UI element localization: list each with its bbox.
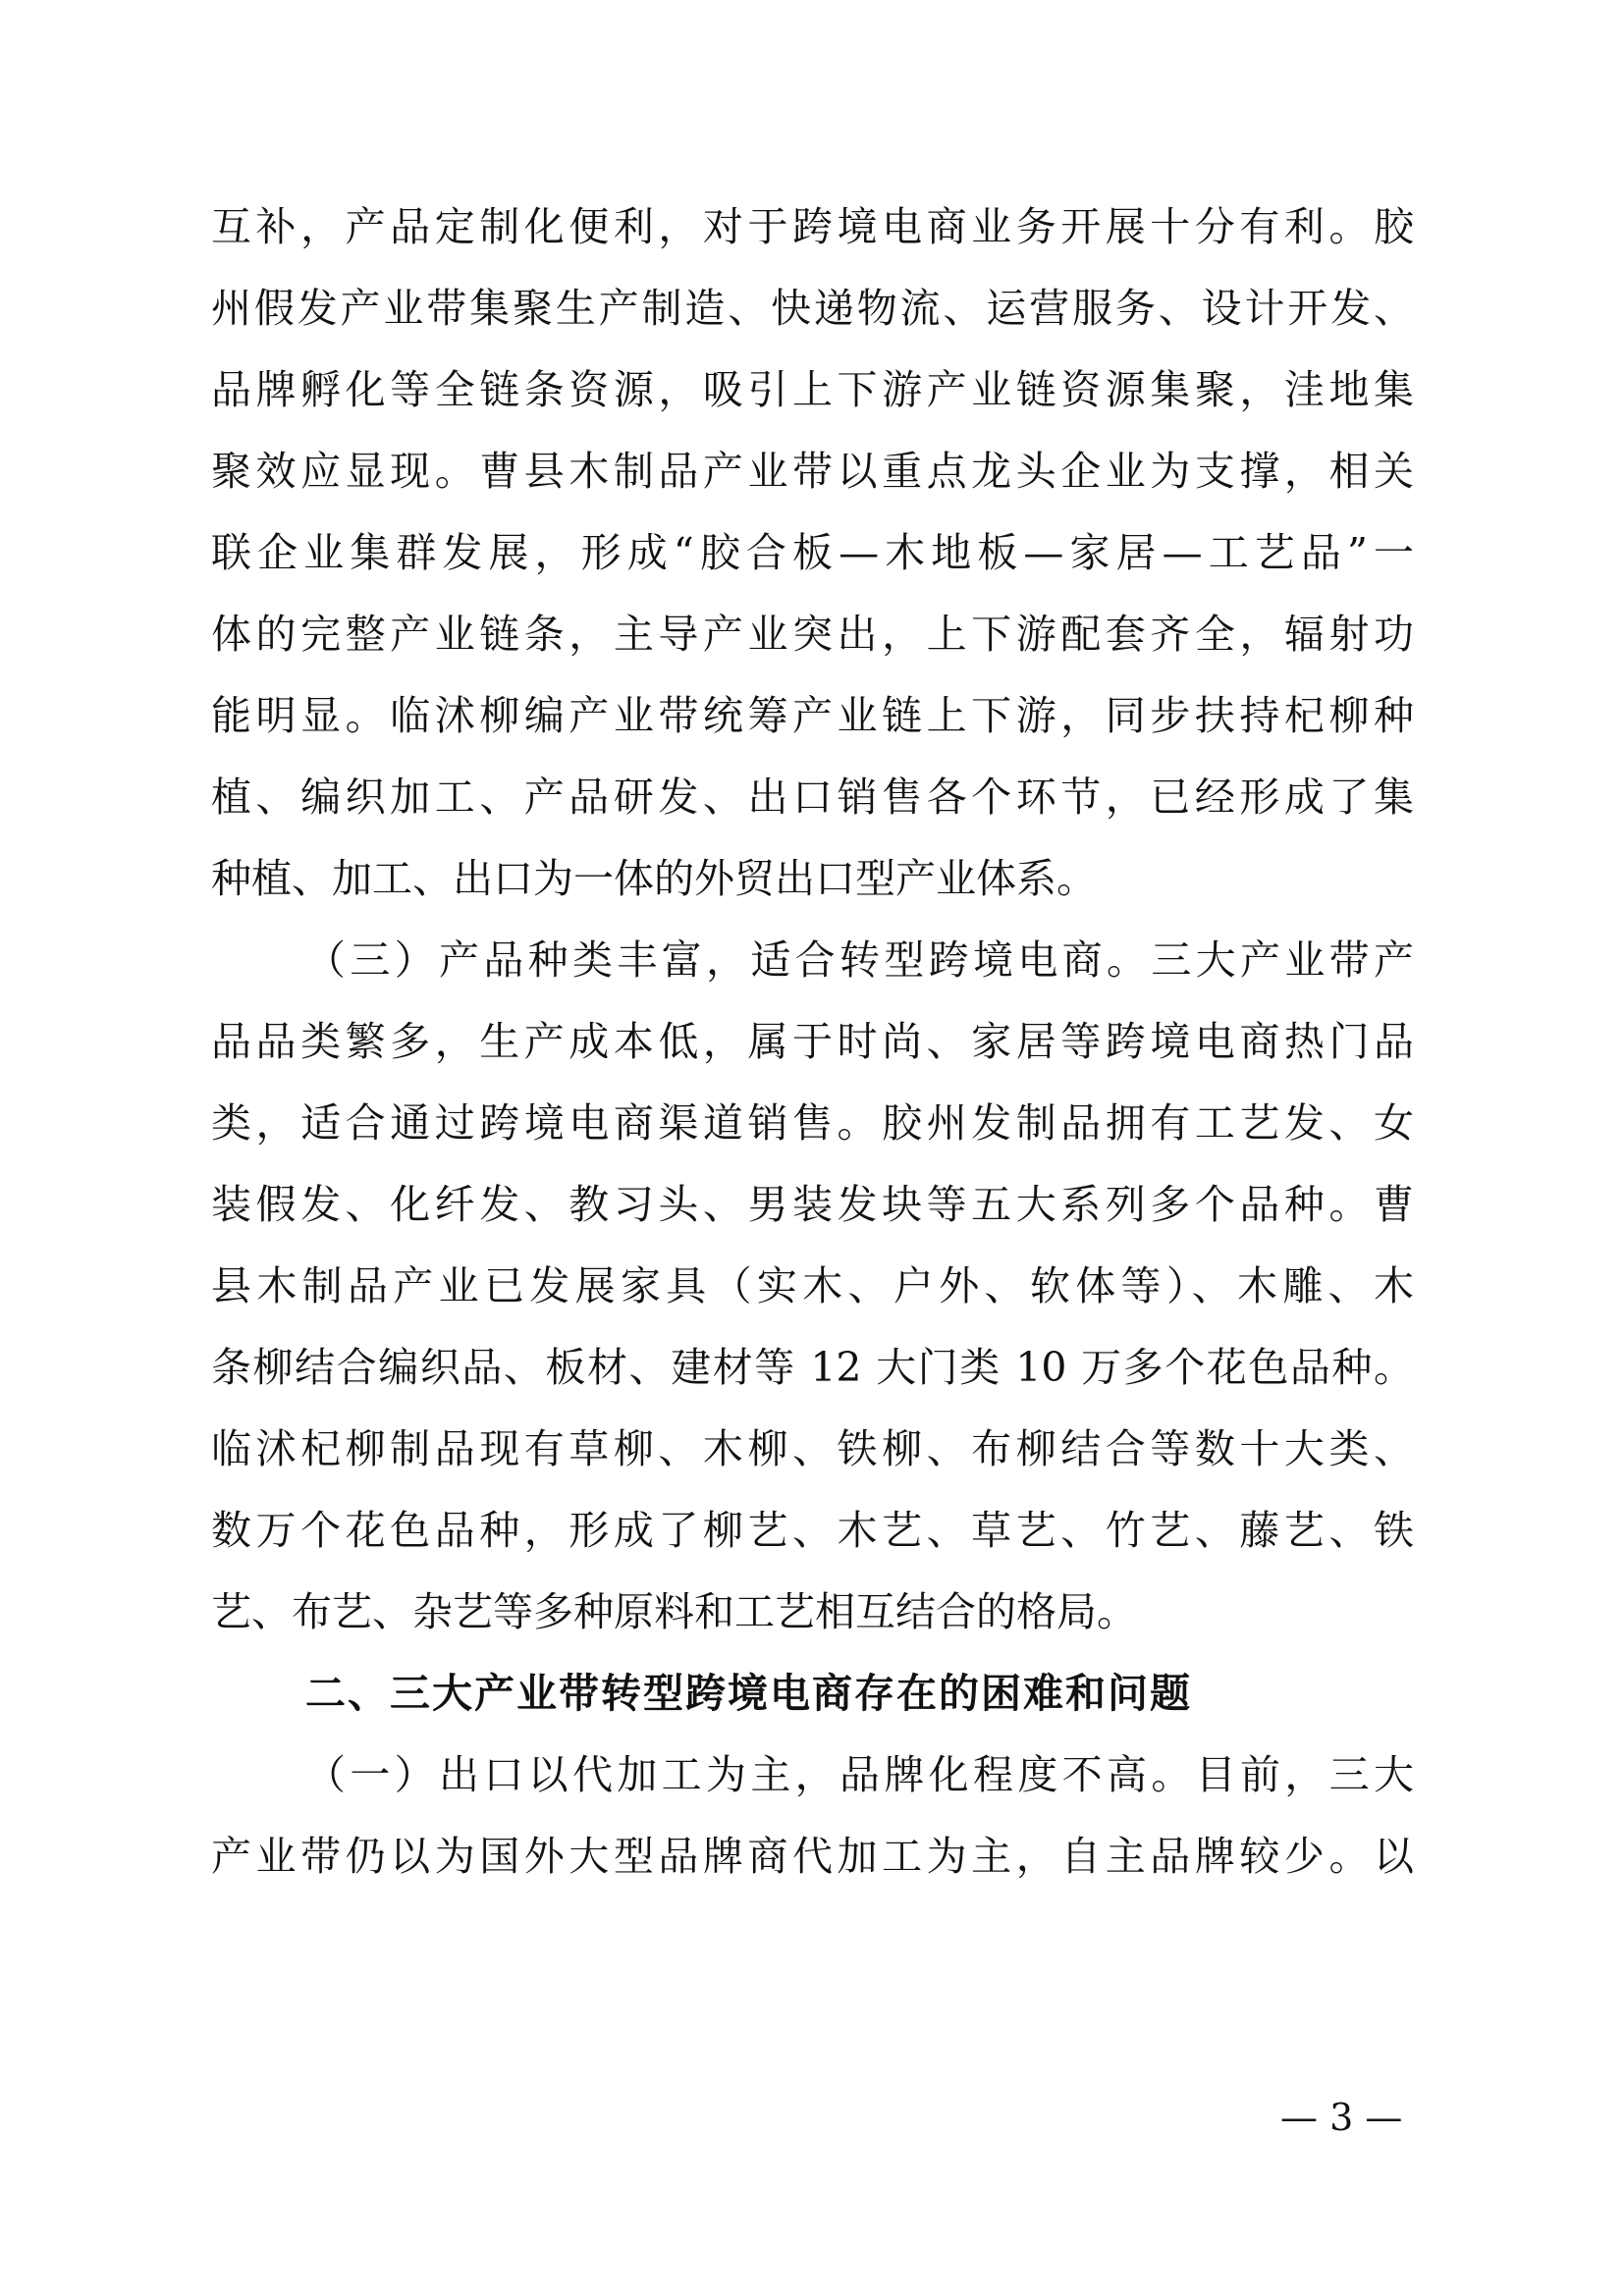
text-line: 能明显。临沭柳编产业带统筹产业链上下游，同步扶持杞柳种: [211, 692, 1414, 739]
text-line: 临沭杞柳制品现有草柳、木柳、铁柳、布柳结合等数十大类、: [211, 1425, 1414, 1472]
text-line: 互补，产品定制化便利，对于跨境电商业务开展十分有利。胶: [211, 203, 1414, 250]
text-line: 州假发产业带集聚生产制造、快递物流、运营服务、设计开发、: [211, 285, 1414, 332]
section-heading: 二、三大产业带转型跨境电商存在的困难和问题: [305, 1670, 1192, 1717]
text-line: 产业带仍以为国外大型品牌商代加工为主，自主品牌较少。以: [211, 1833, 1414, 1880]
text-line: 品品类繁多，生产成本低，属于时尚、家居等跨境电商热门品: [211, 1018, 1414, 1065]
paragraph-first-line: （三）产品种类丰富，适合转型跨境电商。三大产业带产: [305, 936, 1414, 984]
text-line: 体的完整产业链条，主导产业突出，上下游配套齐全，辐射功: [211, 611, 1414, 658]
text-line: 县木制品产业已发展家具（实木、户外、软体等）、木雕、木: [211, 1262, 1414, 1309]
text-line: 条柳结合编织品、板材、建材等 12 大门类 10 万多个花色品种。: [211, 1344, 1414, 1391]
text-line: 类，适合通过跨境电商渠道销售。胶州发制品拥有工艺发、女: [211, 1099, 1414, 1147]
text-line: 植、编织加工、产品研发、出口销售各个环节，已经形成了集: [211, 774, 1414, 821]
text-line: 品牌孵化等全链条资源，吸引上下游产业链资源集聚，洼地集: [211, 366, 1414, 413]
text-line: 装假发、化纤发、教习头、男装发块等五大系列多个品种。曹: [211, 1181, 1414, 1228]
text-line: 聚效应显现。曹县木制品产业带以重点龙头企业为支撑，相关: [211, 448, 1414, 495]
page-number: — 3 —: [1280, 2096, 1403, 2139]
text-line: 数万个花色品种，形成了柳艺、木艺、草艺、竹艺、藤艺、铁: [211, 1507, 1414, 1554]
paragraph-first-line: （一）出口以代加工为主，品牌化程度不高。目前，三大: [305, 1751, 1414, 1798]
text-line: 艺、布艺、杂艺等多种原料和工艺相互结合的格局。: [211, 1588, 1137, 1635]
text-line: 种植、加工、出口为一体的外贸出口型产业体系。: [211, 855, 1097, 902]
text-line: 联企业集群发展，形成“胶合板—木地板—家居—工艺品”一: [211, 529, 1414, 576]
